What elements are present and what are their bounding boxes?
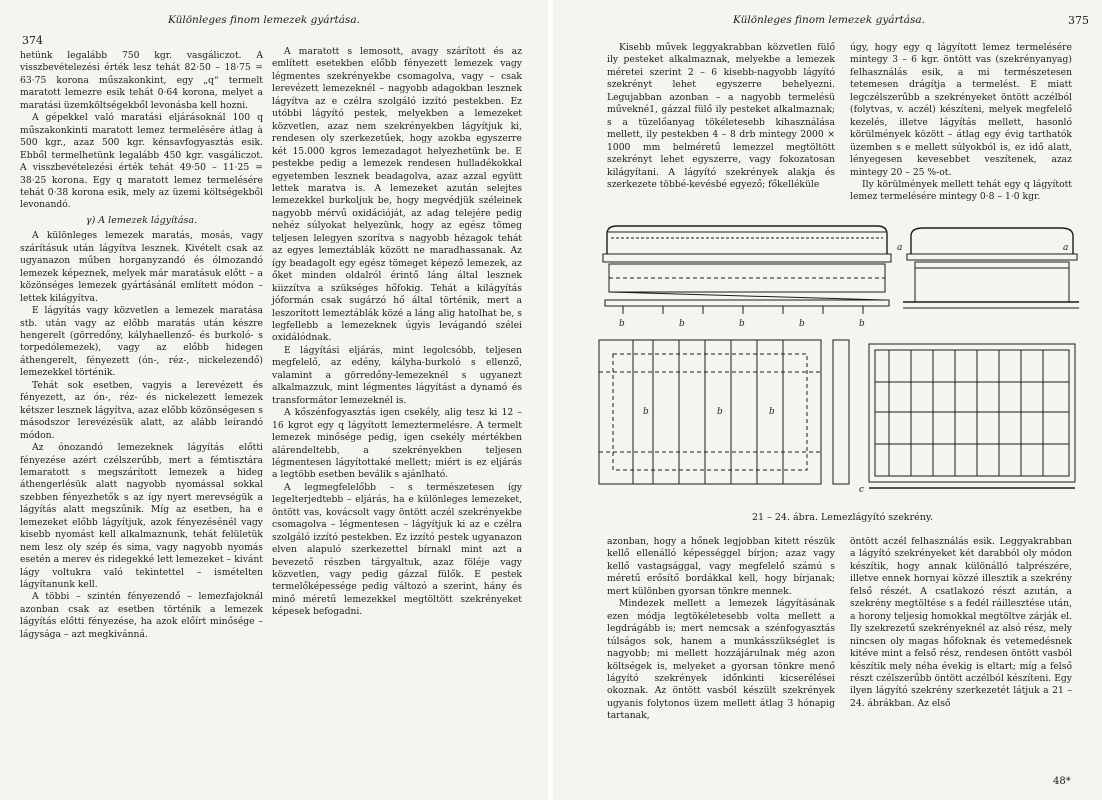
section-heading: γ) A lemezek lágyítása. <box>85 214 198 226</box>
paragraph: öntött aczél felhasználás esik. Leggyakrabban a lágyító szekrényeket két darabból oly módon készítik, hogy annak különálló talprészére, illetve ennek hornyai közzé illesztik a szekrény felső részét. A csatlakozó részt azután, a szekrény megtöltése s a fedél ráillesztése után, a horony teljesig homokkal megtöltve zárják el. Ily szekrezetű szekrényeknél az alsó rész, mely nincsen oly magas hőfoknak és vetemedésnek kitéve mint a felső rész, rendesen öntött vasból készítik mely néha évekig is eltart; míg a felső részt czélszerűbb öntött aczélból készíteni. Egy ilyen lágyító szekrény szerkezetét látjuk a 21 – 24. ábrákban. Az első <box>850 536 1072 709</box>
paragraph: hetünk legalább 750 kgr. vasgáliczot. A visszbevételezési érték lesz tehát 82·50 – 18·75 = 63·75 korona műszakonkint, egy „q“ termelt maratott lemezre esik tehát 0·64 korona, melyet a maratási üzemköltségekből levonásba kell hozni. <box>20 50 263 111</box>
paragraph: Ily körülmények mellett tehát egy q lágyított lemez termelésére mintegy 0·8 – 1·0 kgr. <box>850 178 1072 203</box>
paragraph: Mindezek mellett a lemezek lágyításának ezen módja legtökéletesebb volta mellett a legdrágább is; mert nemcsak a szénfogyasztás túlságos sok, hanem a munkásszükséglet is nagyobb; mi mellett hozzájárulnak még azon költségek is, melyeket a gyorsan tönkre menő lágyító szekrények időnkinti kicserélései okoznak. Az öntött vasból készült szekrények ugyanis folytonos üzem mellett átlag 3 hónapig tartanak, <box>607 598 835 722</box>
paragraph: A különleges lemezek maratás, mosás, vagy szárításuk után lágyítva lesznek. Kivételt csak az ugyanazon műben horganyzandó és ólmozandó lemezek képeznek, melyek már maratásuk előtt – a közönséges lemezek gyártásánál említett módon – lettek kilágyítva. <box>20 230 263 304</box>
right-column-2-bottom <box>850 536 1072 710</box>
figure-label-b: b <box>717 407 723 417</box>
left-page <box>0 0 548 800</box>
right-column-1-bottom <box>607 536 835 723</box>
annealing-box-figure <box>593 192 1081 500</box>
figure-22-end-section <box>903 228 1079 308</box>
running-head-left: Különleges finom lemezek gyártása. <box>168 14 361 26</box>
right-column-1-top <box>607 42 835 191</box>
running-head-right: Különleges finom lemezek gyártása. <box>733 14 926 26</box>
right-page <box>553 0 1102 800</box>
paragraph: A többi – szintén fényezendő – lemezfajoknál azonban csak az esetben történik a lemezek lágyítás előtti fényezése, ha azok előírt minősége – lágysága – azt megkivánná. <box>20 591 263 640</box>
figure-label-b: b <box>799 319 805 329</box>
left-column-1 <box>20 50 263 641</box>
paragraph: Kisebb művek leggyakrabban közvetlen fülő ily pesteket alkalmaznak, melyekbe a lemezek méretei szerint 2 – 6 kisebb-nagyobb lágyító szekrényt lehet egyszerre behelyezni. Legujabban azonban – a nagyobb termelésü művekné1, gázzal fülő ily pesteket alkalmaznak; s a tüzelőanyag tökéletesebb kihasználása mellett, ily pestekben 4 – 8 drb mintegy 2000 × 1000 mm belméretű lemezzel megtöltött szekrényt lehet egyszerre, vagy fokozatosan kilágyítani. A lágyító szekrények alakja és szerkezete többé-kevésbé egyező; főkelléküle <box>607 42 835 190</box>
figure-label-b: b <box>643 407 649 417</box>
figure-label-b: b <box>859 319 865 329</box>
paragraph: azonban, hogy a hőnek legjobban kitett részük kellő ellenálló képességgel bírjon; azaz vagy kellő vastagsággal, vagy megfelelő számú s méretű erősítő bordákkal kell, hogy bírjanak; mert különben gyorsan tönkre mennek. <box>607 536 835 597</box>
figure-label-a: a <box>897 243 903 253</box>
left-column-2 <box>272 46 522 619</box>
paragraph: úgy, hogy egy q lágyított lemez termelésére mintegy 3 – 6 kgr. öntött vas (szekrényanyag) felhasználás esik, a mi természetesen tetemesen drágítja a termelést. E miatt legczélszerűbb a szekrényeket öntött aczélból (folytvas, v. aczél) készíteni, melyek megfelelő kezelés, illetve lágyítás mellett, hasonló körülmények között – átlag egy évig tarthatók üzemben s e mellett súlyokból is, ez idő alatt, lényegesen kevesebbet veszítenek, azaz mintegy 20 – 25 %-ot. <box>850 42 1072 178</box>
figure-label-b: b <box>769 407 775 417</box>
figure-label-c: c <box>859 485 865 495</box>
figure-label-b: b <box>619 319 625 329</box>
paragraph: A legmegfelelőbb – s természetesen így legelterjedtebb – eljárás, ha e különleges lemezeket, öntött vas, kovácsolt vagy öntött aczél szekrényekbe csomagolva – légmentesen – lágyítjuk ki az e czélra szolgáló izzító pestekben. Ez izzító pestek ugyanazon elven alapuló szerkezettel bírnakl mint azt a bevezető részben tárgyaltuk, azaz föléje vagy közvetlen, vagy pedig gázzal fülők. E pestek termelőképessége pedig változó a szerint, hány és minő méretű lemezekkel megtöltött szekrényeket képesek befogadni. <box>272 481 522 618</box>
figure-label-b: b <box>739 319 745 329</box>
figure-24-cross-section <box>869 344 1075 488</box>
figure-label-a: a <box>1063 243 1069 253</box>
paragraph: A gépekkel való maratási eljárásoknál 100 q műszakonkinti maratott lemez termelésére átlag à 500 kgr., azaz 500 kgr. kénsavfogyasztás esik. Ebből termelhetünk legalább 450 kgr. vasgáliczot. A visszbevételezési érték tehát 49·50 – 11·25 = 38·25 korona. Egy q maratott lemez termelésére tehát 0·38 korona esik, mely az üzemi költségekből levonandó. <box>20 112 263 211</box>
paragraph: E lágyítási eljárás, mint legolcsóbb, teljesen megfelelő, az edény, kályha-burkoló s ellenző, valamint a görredőny-lemezeknél s ugyanezt alkalmazzuk, mint légmentes lágyítást a dynamó és transformátor lemezeknél is. <box>272 344 522 406</box>
paragraph: A kőszénfogyasztás igen csekély, alig tesz ki 12 – 16 kgrot egy q lágyított lemeztermelésre. A termelt lemezek minősége pedig, igen csekély mértékben alárendeltebb, a szekrényekben teljesen légmentesen lágyítottaké mellett; miért is ez eljárás a legtöbb esetben beválik s ajánlható. <box>272 407 522 481</box>
paragraph: E lágyítás vagy közvetlen a lemezek maratása stb. után vagy az előbb maratás után készre hengerelt (görredőny, kályhaellenző- és burkoló- s torpedólemezek), vagy az előbb hidegen áthengerelt, fényezett (ón-, réz-, nickelezendő) lemezekkel történik. <box>20 305 263 379</box>
paragraph: Tehát sok esetben, vagyis a lerevézett és fényezett, az ón-, réz- és nickelezett lemezek kétszer lesznek lágyítva, azaz előbb közönségesen s másodszor lerevézésük alatt, az alább leírandó módon. <box>20 379 263 441</box>
figure-caption: 21 – 24. ábra. Lemezlágyító szekrény. <box>752 512 933 523</box>
paragraph: A maratott s lemosott, avagy szárított és az említett esetekben előbb fényezett lemezek vagy légmentes szekrényekbe csomagolva, vagy – csak lerevézett lemezeknél – nagyobb adagokban lesznek lágyítva az e czélra szolgáló izzító pestekben. Ez utóbbi lágyító pestek, melyekben a lemezeket közvetlen, azaz nem szekrényekben lágyítjuk ki, rendesen oly szerkezetűek, hogy azokba egyszerre két 15.000 kgros lemezadagot helyezhetünk be. E pestekbe pedig a lemezek rendesen hulladékokkal egyetemben lesznek beadagolva, azaz azzal együtt lettek maratva is. A lemezeket azután selejtes lemezekkel burkoljuk be, hogy megvédjük széleinek nagyobb mérvű oxidációját, az adag telejére pedig nehéz súlyokat helyezünk, hogy az egész tömeg teljesen lelegyen szorítva s nagyobb hézagok tehát az egyes lemeztáblák között ne maradhassanak. Az így beadagolt egy egész tömeget képező lemezek, az őket minden oldalról érintő láng által lesznek kiizzítva a szükséges hőfokig. Tehát a kilágyítás jóformán csak sugárzó hő által történik, mert a leszorított lemeztáblák közé a láng alig hatolhat be, s legfellebb a lemezeknek úgyis levágandó szélei oxidálódnak. <box>272 46 522 344</box>
figure-21-elevation <box>603 226 891 314</box>
figure-label-b: b <box>679 319 685 329</box>
signature-mark: 48* <box>1053 776 1071 787</box>
figure-23-plan <box>599 340 849 484</box>
page-number-left: 374 <box>22 34 43 47</box>
page-number-right: 375 <box>1068 14 1089 27</box>
paragraph: Az ónozandó lemezeknek lágyítás előtti fényezése azért czélszerűbb, mert a fémtisztára lemaratott s megszárított lemezek a hideg áthengerlésük alatt nagyobb nyomással sokkal szebben fényezhetők s az így nyert merevségük a lágyítás alatt megszűnik. Míg az esetben, ha e lemezeket előbb lágyítjuk, azok fényezésénél vagy kisebb nyomást kell alkalmaznunk, tehát felületük nem lesz oly szép és sima, vagy nagyobb nyomás esetén a merev és ridegekké lett lemezeket – kivánt lágy voltukra való tekintettel – ismételten lágyítanunk kell. <box>20 442 263 591</box>
right-column-2-top <box>850 42 1072 204</box>
